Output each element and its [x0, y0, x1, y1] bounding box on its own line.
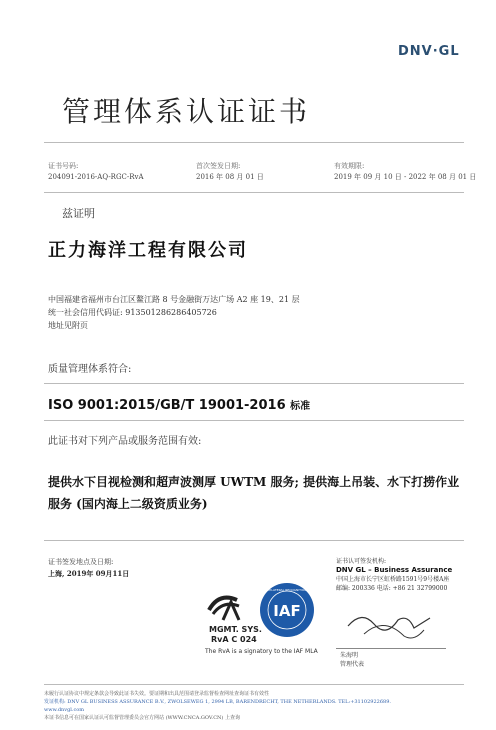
- signatory: [340, 651, 364, 669]
- divider: [44, 142, 464, 143]
- standard-code: ISO 9001:2015/GB/T 19001-2016: [48, 398, 286, 413]
- accreditation-marks: [205, 580, 331, 646]
- issue-label: 证书签发地点及日期:: [48, 558, 114, 566]
- certificate-number: [48, 161, 144, 183]
- accreditation-address: 中国上海市长宁区虹桥路1591号9号楼A座: [336, 576, 450, 583]
- accreditation-label: 证书认可签发机构:: [336, 558, 387, 565]
- footer-website: www.dnvgl.com: [44, 707, 85, 713]
- rva-logo-icon: [209, 598, 262, 644]
- accreditation-org: DNV GL – Business Assurance: [336, 566, 453, 574]
- conformity-label: 质量管理体系符合:: [48, 364, 132, 375]
- standard: [48, 397, 310, 413]
- footer-issuer: 发证机构: DNV GL BUSINESS ASSURANCE B.V., ZWOLSEWEG 1, 2994 LB, BARENDRECHT, THE NETHERLANDS. TEL:+31102922689.: [44, 699, 391, 705]
- signatory-name: 朱海明: [340, 652, 359, 659]
- divider: [44, 684, 464, 685]
- divider: [44, 540, 464, 541]
- standard-suffix: 标准: [290, 401, 311, 412]
- signature-line: [336, 648, 446, 649]
- meta-label: 证书号码:: [48, 162, 79, 170]
- meta-value: 204091-2016-AQ-RGC-RvA: [48, 173, 144, 181]
- divider: [44, 420, 464, 421]
- signature-icon: [344, 606, 434, 644]
- divider: [44, 383, 464, 384]
- address-line: 中国福建省福州市台江区鳌江路 8 号金融街万达广场 A2 座 19、21 层: [48, 295, 300, 304]
- signatory-role: 管理代表: [340, 661, 365, 668]
- accreditation-contact: 邮编: 200336 电话: +86 21 32799000: [336, 585, 448, 592]
- divider: [44, 192, 464, 193]
- issue-value: 上海, 2019年 09月11日: [48, 569, 130, 578]
- issue-place-date: [48, 557, 129, 580]
- certificate-title: 管理体系认证证书: [62, 95, 311, 128]
- rva-code-text: RvA C 024: [211, 635, 257, 644]
- company-address: [48, 293, 300, 332]
- rva-sys-text: MGMT. SYS.: [209, 625, 262, 634]
- credit-code: 统一社会信用代码证: 913501286286405726: [48, 308, 217, 317]
- accreditation-body: [336, 557, 476, 593]
- address-note: 地址见附页: [48, 321, 88, 330]
- company-name: 正力海洋工程有限公司: [48, 240, 248, 261]
- dnvgl-logo: DNV·GL: [398, 44, 460, 59]
- validity-period: [334, 161, 476, 183]
- footer-line: 本证书信息可在国家认证认可监督管理委员会官方网站 (WWW.CNCA.GOV.CN) 上查询: [44, 715, 240, 721]
- meta-value: 2016 年 08 月 01 日: [196, 173, 264, 181]
- scope-text: 提供水下目视检测和超声波测厚 UWTM 服务; 提供海上吊装、水下打捞作业服务 (国内海上二级资质业务): [48, 475, 460, 511]
- meta-value: 2019 年 09 月 10 日 - 2022 年 08 月 01 日: [334, 173, 477, 181]
- footer-line: 未履行认证协议中规定条款会导致此证书失效。要证期和出具范围请登录监督检查网址查询证书有效性: [44, 691, 270, 697]
- attest-heading: 兹证明: [62, 207, 95, 220]
- meta-label: 有效期限:: [334, 162, 365, 170]
- first-issue-date: [196, 161, 264, 183]
- meta-label: 首次签发日期:: [196, 162, 241, 170]
- mla-note: The RvA is a signatory to the IAF MLA: [205, 648, 318, 655]
- iaf-text: IAF: [273, 602, 301, 620]
- iaf-ring-text: MEMBER OF MULTILATERAL RECOGNITION ARRANGEMENT: [243, 588, 331, 592]
- scope-label: 此证书对下列产品或服务范围有效:: [48, 436, 202, 447]
- footer: [44, 690, 464, 722]
